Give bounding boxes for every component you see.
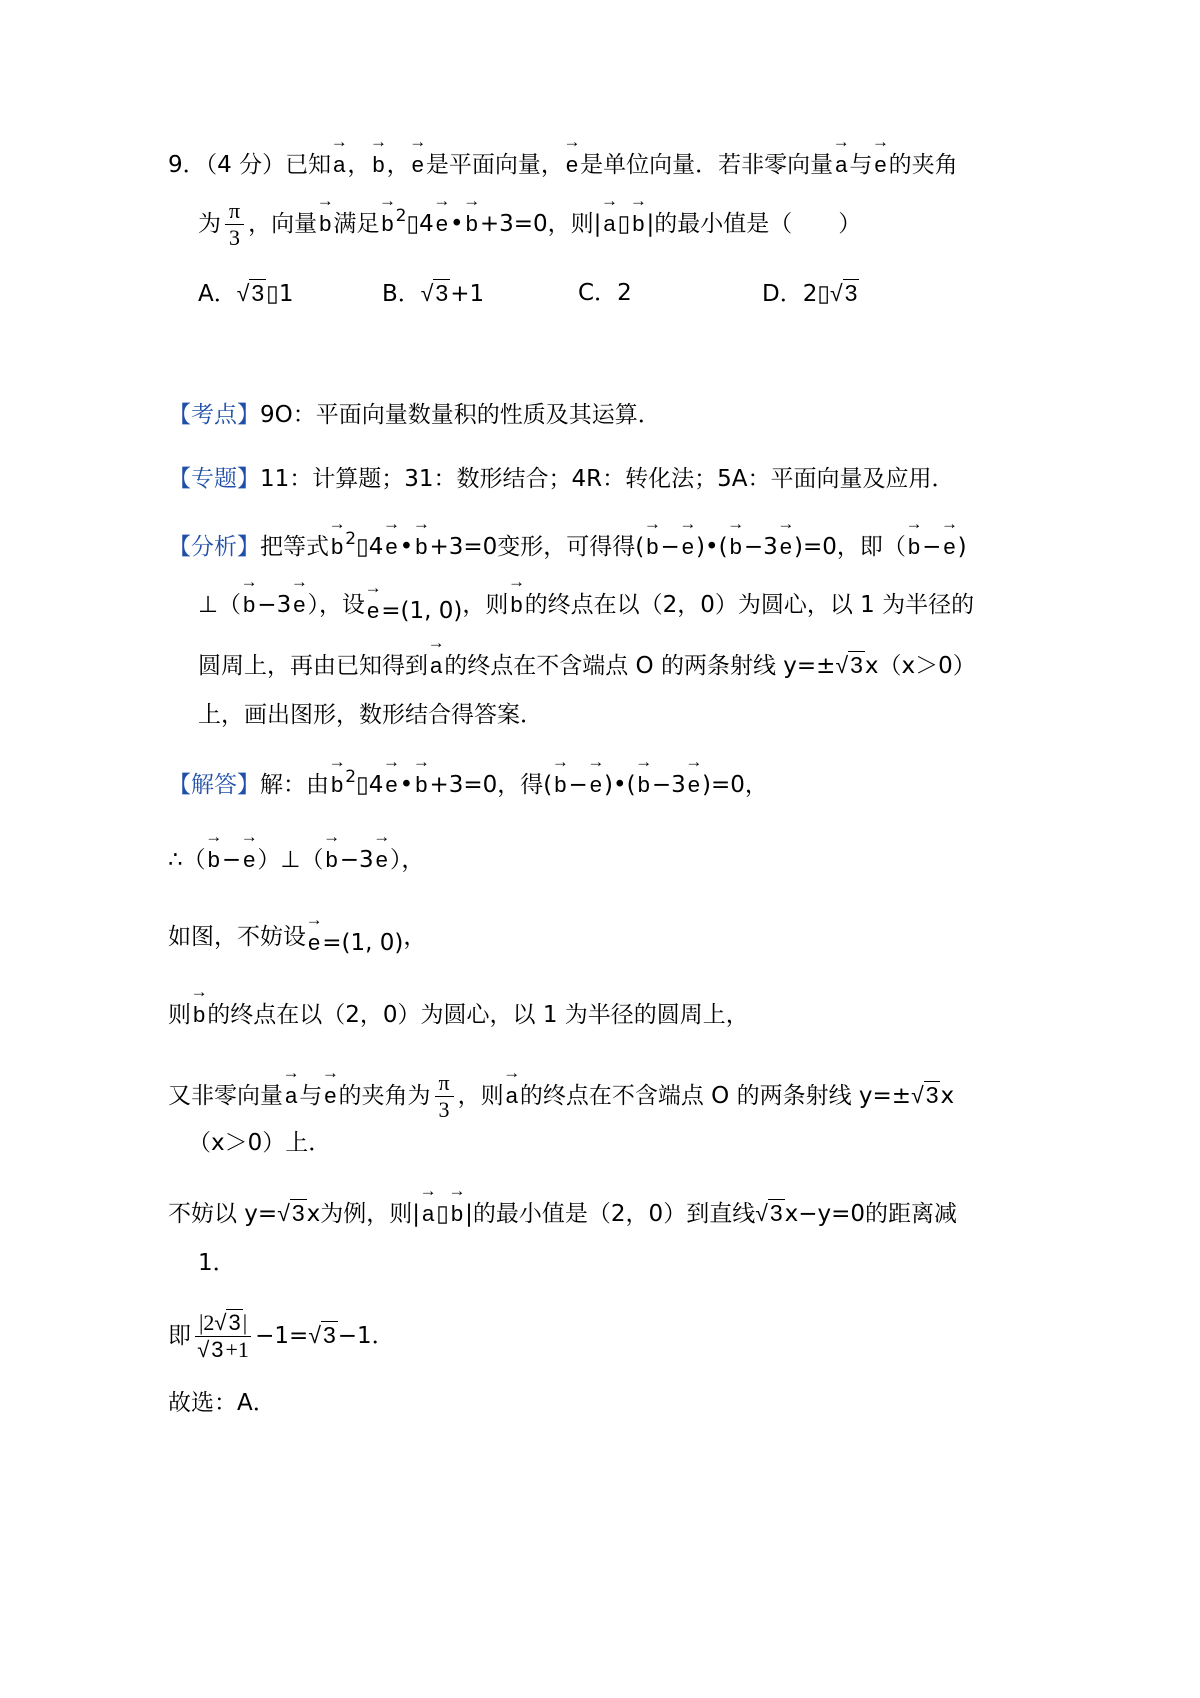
vector-b: → b bbox=[317, 207, 333, 241]
vector-e: → e bbox=[322, 1079, 338, 1113]
vector-e: → e bbox=[306, 926, 322, 960]
option-d[interactable]: D．2▯√3 bbox=[762, 280, 858, 307]
vector-e: → e bbox=[564, 148, 580, 182]
vector-a: → a bbox=[833, 148, 849, 182]
exponent: 2 bbox=[395, 206, 407, 226]
vector-e: → e bbox=[374, 843, 390, 877]
vector-e: → e bbox=[383, 530, 399, 564]
vector-a: → a bbox=[283, 1079, 299, 1113]
vector-e: → e bbox=[434, 207, 450, 241]
vector-b: → b bbox=[413, 768, 429, 802]
question-line-1: 9．（4 分）已知→ a，→ b，→ e是平面向量，→ e是单位向量．若非零向量→ a与→ e的夹角 bbox=[168, 148, 958, 182]
jieda-line-6: （x＞0）上． bbox=[188, 1130, 332, 1156]
vector-e: → e bbox=[383, 768, 399, 802]
vector-b: → b bbox=[191, 998, 207, 1032]
vector-b: → b bbox=[370, 148, 386, 182]
vector-b: → b bbox=[206, 843, 222, 877]
vector-b: → b bbox=[630, 207, 646, 241]
fraction-pi-over-3: $\frac{\pi}{3}$ bbox=[225, 198, 244, 251]
sqrt: √3 bbox=[755, 1200, 783, 1226]
option-b[interactable]: B．√3+1 bbox=[382, 280, 485, 307]
vector-b: → b bbox=[728, 530, 744, 564]
vector-b: → b bbox=[644, 530, 660, 564]
fenxi-line-4: 上，画出图形，数形结合得答案． bbox=[198, 702, 543, 728]
jieda-line-2: ∴（→ b−→ e）⊥（→ b−3→ e）， bbox=[168, 843, 424, 877]
jieda-line-8: 1． bbox=[198, 1250, 236, 1276]
vector-b: → b bbox=[241, 588, 257, 622]
option-a[interactable]: A．√3▯1 bbox=[198, 280, 294, 307]
vector-b: → b bbox=[329, 530, 345, 564]
sqrt: √3 bbox=[830, 280, 858, 306]
zhuanti-line: 【专题】11：计算题；31：数形结合；4R：转化法；5A：平面向量及应用． bbox=[168, 466, 955, 492]
vector-b: → b bbox=[379, 207, 395, 241]
vector-b: → b bbox=[552, 768, 568, 802]
vector-e: → e bbox=[778, 530, 794, 564]
vector-e: → e bbox=[291, 588, 307, 622]
vector-b: → b bbox=[413, 530, 429, 564]
kaodian-line: 【考点】9O：平面向量数量积的性质及其运算． bbox=[168, 402, 661, 428]
jieda-line-10: 故选：A． bbox=[168, 1390, 276, 1416]
vector-e: → e bbox=[686, 768, 702, 802]
fraction-pi-over-3: $\frac{\pi}{3}$ bbox=[435, 1070, 454, 1123]
vector-e: → e bbox=[872, 148, 888, 182]
vector-e: → e bbox=[588, 768, 604, 802]
vector-b: → b bbox=[323, 843, 339, 877]
vector-b: → b bbox=[329, 768, 345, 802]
vector-a: → a bbox=[601, 207, 617, 241]
fenxi-line-2: ⊥（→ b−3→ e），设→ e=(1, 0)，则→ b的终点在以（2，0）为圆心，以 1 为半径的 bbox=[198, 588, 974, 622]
jieda-line-3: 如图，不妨设→ e=(1, 0)， bbox=[168, 920, 426, 954]
vector-e: → e bbox=[410, 148, 426, 182]
vector-a: → a bbox=[504, 1079, 520, 1113]
jieda-line-7: 不妨以 y=√3x为例，则|→ a▯→ b|的最小值是（2，0）到直线√3x−y=0的距离减 bbox=[168, 1196, 957, 1231]
jieda-line-1: 【解答】解：由→ b $^2$▯4→ e•→ b+3=0，得(→ b−→ e)•(→ b−3→ e)=0， bbox=[168, 768, 768, 804]
vector-b: → b bbox=[464, 207, 480, 241]
sqrt: √3 bbox=[277, 1200, 305, 1226]
sqrt: √3 bbox=[236, 280, 265, 306]
zhuanti-tag: 【专题】 bbox=[168, 466, 260, 492]
vector-e: → e bbox=[941, 530, 957, 564]
vector-b: → b bbox=[906, 530, 922, 564]
fraction-distance: $\frac{|2√3|}{√3+1}$ bbox=[195, 1310, 251, 1363]
vector-b: → b bbox=[508, 588, 524, 622]
vector-e: → e bbox=[241, 843, 257, 877]
vector-a: → a bbox=[331, 148, 347, 182]
jieda-line-9: 即 $\frac{|2√3|}{√3+1}$ −1=√3−1． bbox=[168, 1310, 395, 1362]
vector-a: → a bbox=[420, 1197, 436, 1231]
sqrt: √3 bbox=[911, 1082, 939, 1108]
fenxi-line-1: 【分析】把等式→ b $^2$▯4→ e•→ b+3=0变形，可得得(→ b−→ e)•(→ b−3→ e)=0，即（→ b−→ e) bbox=[168, 530, 967, 566]
vector-a: → a bbox=[428, 649, 444, 683]
option-c[interactable]: C．2 bbox=[578, 280, 632, 306]
fenxi-tag: 【分析】 bbox=[168, 534, 260, 560]
vector-b: → b bbox=[636, 768, 652, 802]
jieda-tag: 【解答】 bbox=[168, 772, 260, 798]
fenxi-line-3: 圆周上，再由已知得到→ a的终点在不含端点 O 的两条射线 y=±√3x（x＞0） bbox=[198, 648, 976, 683]
sqrt: √3 bbox=[308, 1322, 336, 1348]
sqrt: √3 bbox=[835, 652, 863, 678]
question-line-2: 为 $\frac{\pi}{3}$ ，向量→ b满足→ b $^2$▯4→ e•→ b+3=0，则|→ a▯→ b|的最小值是（ ） bbox=[198, 198, 861, 251]
jieda-line-5: 又非零向量→ a与→ e的夹角为 $\frac{\pi}{3}$ ，则→ a的终点在不含端点 O 的两条射线 y=±√3x bbox=[168, 1070, 954, 1123]
vector-e: → e bbox=[365, 594, 381, 628]
jieda-line-4: 则→ b的终点在以（2，0）为圆心，以 1 为半径的圆周上， bbox=[168, 998, 749, 1032]
kaodian-tag: 【考点】 bbox=[168, 402, 260, 428]
vector-b: → b bbox=[449, 1197, 465, 1231]
question-number: 9．（4 分） bbox=[168, 152, 286, 178]
sqrt: √3 bbox=[420, 280, 449, 306]
vector-e: → e bbox=[680, 530, 696, 564]
